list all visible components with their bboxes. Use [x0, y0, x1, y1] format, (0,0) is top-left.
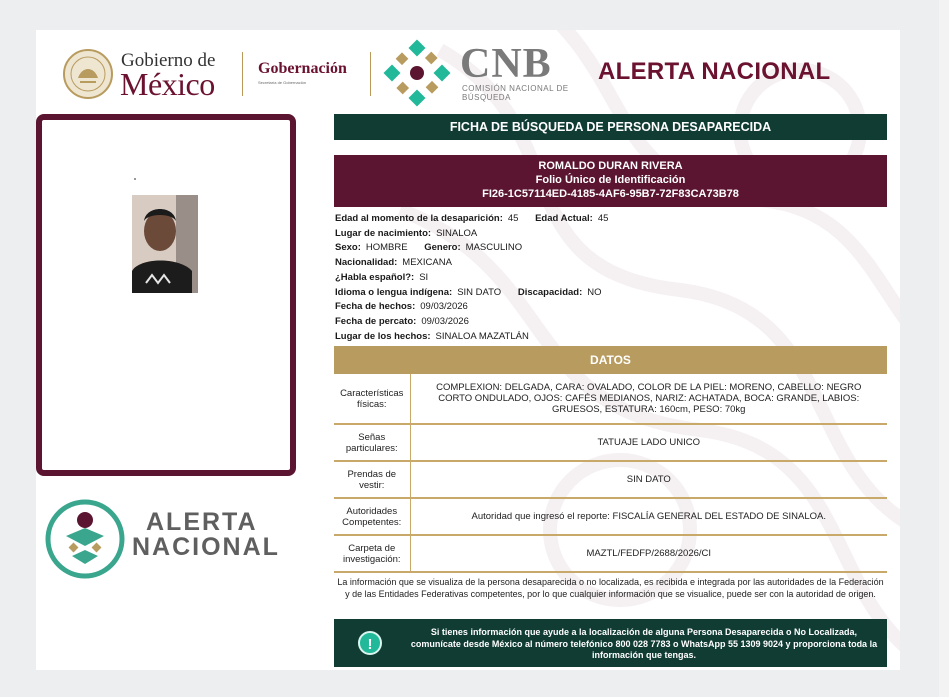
disclaimer-text: La información que se visualiza de la persona desaparecida o no localizada, es recibida e integrada por las autoridades de la Federación y de las Entidades Federativas competentes, por lo que cualquier información que se visualice, puede ser con la autoridad de origen.	[337, 577, 884, 599]
alerta-nacional-logo-text	[132, 510, 280, 560]
edad-actual-value: 45	[597, 213, 609, 224]
page-scrollbar[interactable]	[939, 0, 949, 697]
genero-value: MASCULINO	[465, 242, 523, 254]
person-photo	[132, 195, 198, 293]
cnb-subtitle: COMISIÓN NACIONAL DE BÚSQUEDA	[462, 84, 569, 102]
person-name: ROMALDO DURAN RIVERA	[538, 160, 683, 172]
person-info	[335, 212, 608, 344]
datos-value: MAZTL/FEDFP/2688/2026/CI	[410, 535, 887, 572]
table-row	[334, 461, 887, 498]
person-silhouette-icon	[132, 195, 198, 293]
fecha-percato-label: Fecha de percato:	[335, 315, 417, 327]
datos-label: Prendas de vestir:	[334, 461, 410, 498]
nacionalidad-value: MEXICANA	[402, 257, 452, 269]
table-row	[334, 535, 887, 572]
folio-value: FI26-1C57114ED-4185-4AF6-95B7-72F83CA73B78	[482, 188, 739, 200]
gobernacion-label: Gobernación	[258, 60, 347, 77]
datos-value: Autoridad que ingresó el reporte: FISCALÍA GENERAL DEL ESTADO DE SINALOA.	[410, 498, 887, 535]
datos-label: Carpeta de investigación:	[334, 535, 410, 572]
fecha-hechos-value: 09/03/2026	[420, 301, 468, 313]
edad-desaparicion-label: Edad al momento de la desaparición:	[335, 213, 503, 224]
contact-text: Si tienes información que ayude a la localización de alguna Persona Desaparecida o No Localizada, comunícate desde México al número telefónico 800 028 7783 o WhatsApp 55 1309 9024 y proporciona toda la información que tengas.	[410, 627, 878, 660]
datos-label: Señas particulares:	[334, 424, 410, 461]
header	[36, 30, 900, 110]
datos-value: SIN DATO	[410, 461, 887, 498]
alerta-logo-line1: ALERTA	[146, 508, 258, 536]
divider	[370, 52, 371, 96]
sexo-label: Sexo:	[335, 242, 361, 254]
datos-label: Características físicas:	[334, 374, 410, 424]
discapacidad-label: Discapacidad:	[517, 286, 583, 298]
datos-table	[334, 374, 887, 573]
mexico-label: México	[120, 66, 215, 102]
lugar-nacimiento-label: Lugar de nacimiento:	[335, 227, 432, 239]
edad-desaparicion-value: 45	[507, 213, 519, 224]
photo-marker	[134, 178, 136, 180]
alerta-nacional-logo-icon	[44, 498, 126, 580]
lugar-hechos-value: SINALOA MAZATLÁN	[435, 330, 529, 342]
exclamation-icon: !	[358, 631, 382, 655]
idioma-label: Idioma o lengua indígena:	[335, 286, 453, 298]
genero-label: Genero:	[424, 242, 461, 254]
datos-label: Autoridades Competentes:	[334, 498, 410, 535]
datos-value: COMPLEXION: DELGADA, CARA: OVALADO, COLOR DE LA PIEL: MORENO, CABELLO: NEGRO CORTO ONDULADO, OJOS: CAFÉS MEDIANOS, NARIZ: ACHATADA, BOCA: GRANDE, LABIOS: GRUESOS, ESTATURA: 160cm, PESO: 70kg	[410, 374, 887, 424]
alert-sheet	[36, 30, 900, 670]
edad-actual-label: Edad Actual:	[535, 213, 593, 224]
datos-value: TATUAJE LADO UNICO	[410, 424, 887, 461]
folio-label: Folio Único de Identificación	[535, 174, 686, 186]
cnb-logo-icon	[382, 38, 452, 108]
gobierno-label: Gobierno de	[121, 50, 216, 71]
gobernacion-sub: Secretaría de Gobernación	[258, 80, 307, 85]
cnb-label: CNB	[460, 41, 552, 87]
table-row	[334, 498, 887, 535]
lugar-nacimiento-value: SINALOA	[436, 227, 478, 239]
sexo-value: HOMBRE	[365, 242, 408, 254]
datos-title: DATOS	[334, 346, 887, 374]
discapacidad-value: NO	[587, 286, 602, 298]
lugar-hechos-label: Lugar de los hechos:	[335, 330, 431, 342]
table-row	[334, 374, 887, 424]
espanol-value: SI	[419, 271, 429, 283]
espanol-label: ¿Habla español?:	[335, 271, 415, 283]
ficha-title: FICHA DE BÚSQUEDA DE PERSONA DESAPARECIDA	[334, 114, 887, 140]
escudo-nacional-icon	[62, 48, 114, 100]
fecha-percato-value: 09/03/2026	[421, 315, 469, 327]
photo-frame	[36, 114, 296, 476]
alerta-logo-line2: NACIONAL	[132, 533, 280, 561]
page-title: ALERTA NACIONAL	[598, 58, 831, 85]
nacionalidad-label: Nacionalidad:	[335, 257, 398, 269]
idioma-value: SIN DATO	[457, 286, 502, 298]
divider	[242, 52, 243, 96]
person-name-box	[334, 155, 887, 207]
table-row	[334, 424, 887, 461]
contact-footer	[334, 619, 887, 667]
fecha-hechos-label: Fecha de hechos:	[335, 301, 416, 313]
